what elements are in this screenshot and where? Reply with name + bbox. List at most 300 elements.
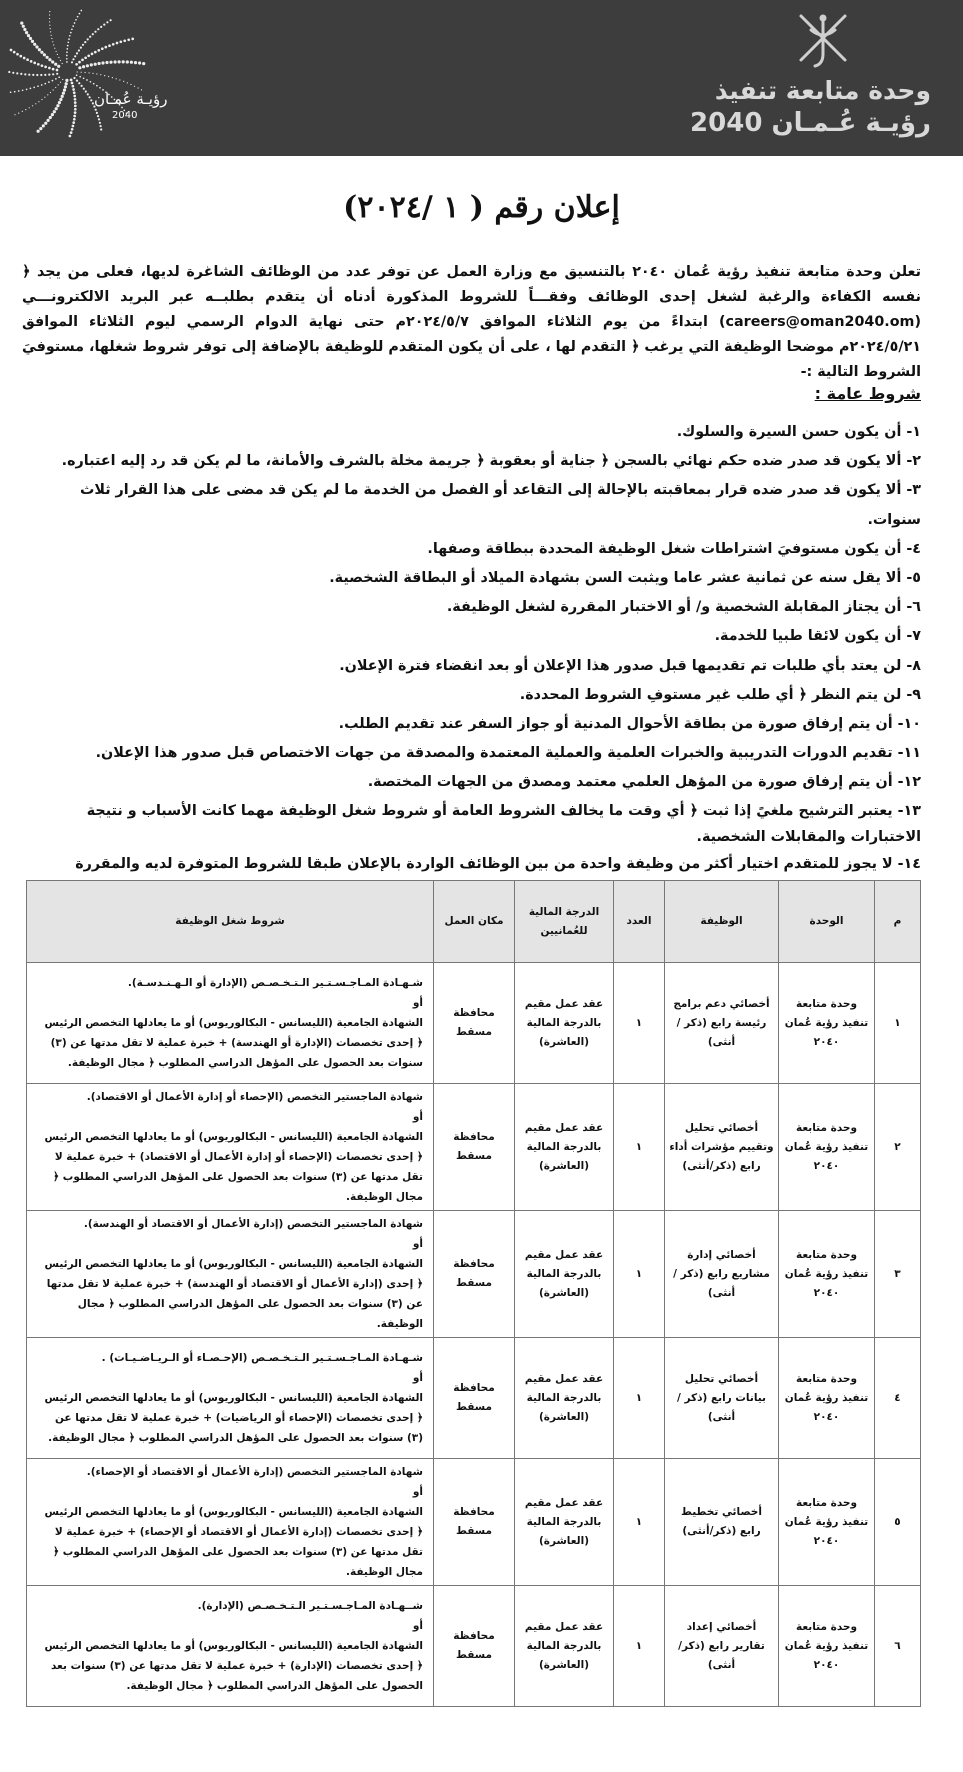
logo-dot [43, 53, 46, 56]
announcement-title: إعلان رقم ( ١ /٢٠٢٤) [343, 190, 620, 225]
logo-dot [69, 35, 71, 37]
logo-dot [116, 78, 117, 79]
list-item: ١٣- يعتبر الترشيح ملغيً إذا ثبت ﴿ أي وقت ما يخالف الشروط العامة أو شروط شغل الوظيفة مهما كانت الأسباب و نتيجة الاختبارات والمقابلات الشخصية. [86, 802, 921, 845]
logo-dot [41, 64, 44, 67]
logo-dot [33, 43, 36, 46]
condition-line: شــهـادة المـاجـسـتـير الـتـخـصـص (الإدارة). [197, 1600, 423, 1612]
logo-dot [29, 37, 32, 40]
logo-dot [73, 118, 76, 121]
logo-dot [105, 61, 108, 64]
cell-no: ٥ [875, 1459, 921, 1586]
logo-dot [20, 73, 22, 75]
condition-line: أو [412, 997, 423, 1009]
cell-count: ١ [614, 1338, 665, 1459]
logo-dot [110, 19, 112, 21]
cell-count: ١ [614, 963, 665, 1084]
condition-line: الشهادة الجامعية (الليسانس - البكالوريوس) أو ما يعادلها التخصص الرئيس ﴿ إحدى تخصصات (الإدارة) + خبرة عملية لا تقل مدتها عن (٣) سنوات بعد الحصول على المؤهل الدراسي المطلوب ﴿ مجال الوظيفة. [44, 1640, 423, 1692]
logo-dot [56, 104, 59, 107]
cell-location: محافظة مسقط [434, 1586, 515, 1707]
logo-dot [52, 80, 54, 82]
logo-dot [58, 76, 60, 78]
list-item: ١- أن يكون حسن السيرة والسلوك. [676, 424, 921, 440]
logo-dot [130, 84, 131, 85]
logo-dot [58, 84, 59, 85]
cell-no: ١ [875, 963, 921, 1084]
logo-dot [18, 113, 19, 114]
condition-line: شهادة الماجستير التخصص (إدارة الأعمال أو الاقتصاد أو الهندسة). [83, 1218, 423, 1230]
cell-count: ١ [614, 1459, 665, 1586]
logo-dot [37, 85, 39, 87]
cell-conditions [27, 1586, 434, 1707]
logo-dot [79, 13, 81, 15]
logo-dot [35, 103, 36, 104]
logo-dot [66, 48, 68, 50]
logo-dot [51, 38, 52, 39]
logo-dot [72, 85, 75, 88]
logo-dot [66, 61, 68, 63]
header-unit: الوحدة [779, 881, 875, 963]
jobs-table [26, 880, 921, 1707]
logo-dot [118, 60, 121, 63]
logo-dot [73, 91, 76, 94]
logo-dot [52, 73, 54, 75]
logo-dot [112, 77, 113, 78]
cell-no: ٤ [875, 1338, 921, 1459]
logo-dot [100, 125, 102, 127]
logo-dot [41, 84, 43, 86]
logo-dot [46, 56, 49, 59]
logo-dot [53, 89, 54, 90]
logo-dot [100, 74, 101, 75]
logo-dot [62, 63, 63, 64]
condition-line: شـهـادة المـاجـسـتـير الـتـخـصـص (الإدارة أو الـهـنـدسـة). [127, 977, 423, 989]
logo-dot [81, 59, 84, 62]
logo-dot [24, 73, 26, 75]
logo-dot [83, 77, 85, 79]
logo-dot [64, 85, 67, 88]
logo-dot [32, 105, 33, 106]
logo-dot [123, 39, 126, 42]
logo-dot [12, 72, 14, 74]
list-item: ٩- لن يتم النظر ﴿ أي طلب غير مستوفِ الشروط المحددة. [519, 686, 921, 703]
logo-dot [104, 75, 105, 76]
logo-dot [81, 72, 82, 73]
logo-dot [25, 109, 26, 110]
logo-dot [49, 116, 52, 119]
logo-dot [53, 44, 54, 45]
condition-line: شهادة الماجستير التخصص (الإحصاء أو إدارة الأعمال أو الاقتصاد). [86, 1091, 423, 1103]
logo-dot [90, 99, 92, 101]
logo-dot [72, 88, 75, 91]
logo-dot [106, 21, 108, 23]
cell-no: ٣ [875, 1211, 921, 1338]
logo-dot [104, 46, 107, 49]
oman-vision-logo-icon [6, 6, 206, 146]
logo-dot [54, 63, 57, 66]
cell-unit: وحدة متابعة تنفيذ رؤية عُمان ٢٠٤٠ [779, 1586, 875, 1707]
logo-dot [74, 105, 77, 108]
logo-dot [73, 115, 76, 118]
logo-dot [51, 35, 52, 36]
logo-dot [72, 121, 75, 124]
logo-dot [97, 49, 100, 52]
condition-line: شهادة الماجستير التخصص (إدارة الأعمال أو الاقتصاد أو الإحصاء). [86, 1466, 423, 1478]
logo-dot [42, 124, 45, 127]
logo-dot [35, 45, 38, 48]
logo-dot [89, 36, 91, 38]
cell-job: أخصائي إعداد تقارير رابع (ذكر/أنثى) [665, 1586, 779, 1707]
cell-conditions [27, 963, 434, 1084]
logo-dot [54, 48, 55, 49]
logo-dot [58, 101, 61, 104]
cell-job: أخصائي تخطيط رابع (ذكر/أنثى) [665, 1459, 779, 1586]
logo-dot [57, 65, 60, 68]
cell-count: ١ [614, 1211, 665, 1338]
logo-dot [37, 130, 40, 133]
list-item: ٨- لن يعتد بأي طلبات تم تقديمها قبل صدور هذا الإعلان أو بعد انقضاء فترة الإعلان. [339, 657, 921, 674]
logo-dot [82, 65, 85, 68]
logo-dot [70, 131, 73, 134]
condition-line: أو [412, 1111, 423, 1123]
logo-dot [123, 81, 124, 82]
table-row [27, 1338, 921, 1459]
cell-unit: وحدة متابعة تنفيذ رؤية عُمان ٢٠٤٠ [779, 1459, 875, 1586]
logo-dot [66, 51, 68, 53]
logo-dot [100, 128, 102, 130]
cell-no: ٦ [875, 1586, 921, 1707]
logo-dot [40, 74, 42, 76]
logo-dot [44, 66, 47, 69]
logo-dot [51, 113, 54, 116]
logo-dot [66, 55, 68, 57]
logo-dot [86, 64, 89, 67]
cell-grade: عقد عمل مقيم بالدرجة المالية (العاشرة) [515, 963, 614, 1084]
list-item: ١٠- أن يتم إرفاق صورة من بطاقة الأحوال المدنية أو جواز السفر عند تقديم الطلب. [338, 716, 921, 733]
logo-dot [49, 25, 50, 26]
logo-dot [74, 101, 77, 104]
cell-conditions [27, 1459, 434, 1586]
logo-dot [16, 72, 18, 74]
header-conditions: شروط شغل الوظيفة [27, 881, 434, 963]
cell-conditions [27, 1084, 434, 1211]
logo-dot [67, 45, 69, 47]
table-row [27, 1211, 921, 1338]
logo-dot [97, 115, 99, 117]
cell-location: محافظة مسقط [434, 1338, 515, 1459]
logo-dot [32, 74, 34, 76]
logo-dot [16, 53, 19, 56]
logo-dot [58, 57, 59, 58]
logo-dot [89, 72, 90, 73]
cell-grade: عقد عمل مقيم بالدرجة المالية (العاشرة) [515, 1211, 614, 1338]
cell-location: محافظة مسقط [434, 963, 515, 1084]
general-conditions-heading: شروط عامة : [814, 384, 921, 403]
logo-dot [74, 22, 76, 24]
logo-dot [78, 82, 80, 84]
list-item: ٣- ألا يكون قد صدر ضده قرار بمعاقبته بالإحالة إلى التقاعد أو الفصل من الخدمة ما لم يكن قد مضى على هذا القرار ثلاث سنوات. [79, 482, 921, 528]
logo-dot [30, 60, 33, 63]
list-item: ١٢- أن يتم إرفاق صورة من المؤهل العلمي معتمد ومصدق من الجهات المختصة. [367, 774, 921, 791]
logo-dot [90, 81, 92, 83]
logo-dot [57, 54, 58, 55]
cell-conditions [27, 1211, 434, 1338]
logo-dot [116, 42, 119, 45]
logo-dot [82, 44, 84, 46]
logo-dot [71, 28, 73, 30]
logo-dot [94, 63, 97, 66]
logo-dot [59, 98, 62, 101]
logo-dot [27, 34, 30, 37]
logo-dot [50, 28, 51, 29]
logo-dot [91, 53, 94, 56]
logo-dot [71, 82, 74, 85]
condition-line: أو [412, 1238, 423, 1250]
cell-conditions [27, 1338, 434, 1459]
logo-dot [131, 38, 134, 41]
logo-dot [99, 122, 101, 124]
logo-dot [74, 98, 77, 101]
logo-dot [72, 125, 75, 128]
cell-job: أخصائي دعم برامج رئيسة رابع (ذكر /أنثى) [665, 963, 779, 1084]
logo-dot [48, 67, 51, 70]
logo-dot [94, 51, 97, 54]
table-row [27, 1084, 921, 1211]
logo-dot [36, 74, 38, 76]
logo-dot [52, 68, 55, 71]
logo-dot [60, 60, 61, 61]
logo-dot [33, 62, 36, 65]
logo-dot [48, 58, 51, 61]
logo-dot [25, 31, 28, 34]
logo-dot [30, 88, 32, 90]
logo-dot [78, 49, 80, 51]
logo-dot [20, 22, 23, 25]
logo-dot [86, 79, 88, 81]
logo-dot [23, 28, 26, 31]
logo-dot [56, 73, 58, 75]
logo-dot [62, 79, 63, 80]
logo-dot [40, 51, 43, 54]
condition-line: شـهـادة المـاجـسـتـير الـتـخـصـص (الإحـصـاء أو الـريـاضـيـات) . [101, 1352, 423, 1364]
logo-dot [97, 28, 99, 30]
logo-dot [80, 10, 82, 12]
national-emblem-icon [793, 10, 853, 72]
logo-dot [68, 38, 70, 40]
logo-dot [93, 83, 95, 85]
logo-dot [55, 87, 56, 88]
logo-dot [119, 79, 120, 80]
logo-dot [70, 32, 72, 34]
page-header [0, 0, 963, 156]
logo-dot [108, 44, 111, 47]
logo-dot [83, 88, 85, 90]
logo-dot [62, 92, 65, 95]
logo-dot [28, 74, 30, 76]
logo-dot [78, 66, 81, 69]
logo-dot [134, 86, 135, 87]
logo-dot [99, 87, 101, 89]
logo-dot [26, 58, 29, 61]
logo-dot [65, 79, 68, 82]
logo-dot [138, 61, 141, 64]
logo-dot [61, 95, 64, 98]
unit-name: وحدة متابعة تنفيذ [714, 76, 931, 105]
logo-dot [130, 61, 133, 64]
logo-dot [56, 69, 59, 72]
logo-dot [85, 72, 86, 73]
logo-dot [49, 11, 50, 12]
logo-dot [10, 49, 13, 52]
logo-dot [78, 61, 81, 64]
logo-dot [44, 122, 47, 125]
condition-line: أو [412, 1372, 423, 1384]
logo-dot [81, 85, 83, 87]
list-item: ١٤- لا يجوز للمتقدم اختيار أكثر من وظيفة واحدة من بين الوظائف الواردة بالإعلان طبقا للشروط المتوفرة لديه والمقررة [75, 855, 921, 872]
logo-dot [76, 80, 78, 82]
logo-dot [67, 41, 69, 43]
logo-dot [50, 31, 51, 32]
logo-dot [37, 63, 40, 66]
condition-line: الشهادة الجامعية (الليسانس - البكالوريوس) أو ما يعادلها التخصص الرئيس ﴿ إحدى تخصصات (الإحصاء أو إدارة الأعمال أو الاقتصاد) + خبرة عملية لا تقل مدتها عن (٣) سنوات بعد الحصول على المؤهل الدراسي المطلوب ﴿ مجال الوظيفة. [44, 1131, 423, 1203]
logo-dot [48, 81, 50, 83]
condition-line: أو [412, 1620, 423, 1632]
logo-dot [119, 40, 122, 43]
header-count: العدد [614, 881, 665, 963]
logo-dot [98, 118, 100, 120]
cell-unit: وحدة متابعة تنفيذ رؤية عُمان ٢٠٤٠ [779, 1338, 875, 1459]
logo-dot [74, 108, 77, 111]
header-location: مكان العمل [434, 881, 515, 963]
cell-count: ١ [614, 1084, 665, 1211]
logo-dot [100, 26, 102, 28]
logo-dot [90, 63, 93, 66]
cell-grade: عقد عمل مقيم بالدرجة المالية (العاشرة) [515, 1459, 614, 1586]
logo-dot [50, 92, 51, 93]
logo-dot [134, 61, 137, 64]
list-item: ٢- ألا يكون قد صدر ضده حكم نهائي بالسجن ﴿ جناية أو بعقوبة ﴿ جريمة مخلة بالشرف والأمانة، ما لم يكن قد رد إليه اعتباره. [61, 453, 921, 470]
logo-dot [74, 111, 77, 114]
condition-line: أو [412, 1486, 423, 1498]
logo-dot [38, 101, 39, 102]
cell-unit: وحدة متابعة تنفيذ رؤية عُمان ٢٠٤٠ [779, 1084, 875, 1211]
logo-dot [101, 61, 104, 64]
intro-text-2: ابتداءً من يوم الثلاثاء الموافق ٢٠٢٤/٥/٧م حتى نهاية الدوام الرسمي ليوم الثلاثاء الموافق ٢٠٢٤/٥/٢١م موضحا الوظيفة التي يرغب ﴿ التقدم لها ، على أن يكون المتقدم للوظيفة بالإضافة إلى توفر شروط شغلها، مستوفيَ الشروط التالية :- [22, 314, 921, 380]
logo-dot [72, 25, 74, 27]
logo-dot [14, 91, 16, 93]
logo-dot [92, 73, 93, 74]
intro-text-1: تعلن وحدة متابعة تنفيذ رؤية عُمان ٢٠٤٠ بالتنسيق مع وزارة العمل عن توفر عدد من الوظائف الشاغرة لديها، فعلى من يجد ﴿ نفسه الكفاءة والرغبة لشغل إحدى الوظائف وفقـــاً للشروط المذكورة أدناه أن يتقدم بطلبــه عبر البريد الالكترونـــي [22, 264, 921, 305]
list-item: ٧- أن يكون لائقا طبيا للخدمة. [714, 628, 921, 645]
table-row [27, 1459, 921, 1586]
logo-dot [26, 89, 28, 91]
logo-dot [138, 87, 139, 88]
logo-dot [51, 60, 54, 63]
logo-dot [71, 61, 73, 63]
logo-dot [44, 97, 45, 98]
logo-dot [13, 51, 16, 54]
cell-job: أخصائي تحليل وتقييم مؤشرات أداء رابع (ذكر/أنثى) [665, 1084, 779, 1211]
logo-dot [96, 85, 98, 87]
logo-dot [44, 83, 46, 85]
logo-dot [74, 55, 76, 57]
logo-dot [77, 71, 78, 72]
logo-dot [60, 82, 61, 83]
logo-dot [127, 38, 130, 41]
logo-dot [79, 76, 81, 78]
logo-dot [65, 82, 68, 85]
logo-dot [92, 33, 94, 35]
logo-dot [87, 54, 90, 57]
logo-dot [52, 41, 53, 42]
logo-dot [96, 112, 98, 114]
logo-dot [49, 18, 50, 19]
logo-dot [76, 74, 78, 76]
logo-dot [14, 114, 15, 115]
logo-dot [38, 48, 41, 51]
condition-line: الشهادة الجامعية (الليسانس - البكالوريوس) أو ما يعادلها التخصص الرئيس ﴿ إحدى تخصصات (إدارة الأعمال أو الاقتصاد أو الإحصاء) + خبرة عملية لا تقل مدتها عن (٣) سنوات بعد الحصول على المؤهل الدراسي المطلوب ﴿ مجال الوظيفة. [44, 1506, 423, 1578]
logo-dot [47, 94, 48, 95]
logo-dot [18, 90, 20, 92]
cell-grade: عقد عمل مقيم بالدرجة المالية (العاشرة) [515, 1338, 614, 1459]
condition-line: الشهادة الجامعية (الليسانس - البكالوريوس) أو ما يعادلها التخصص الرئيس ﴿ إحدى تخصصات (الإحصاء أو الرياضيات) + خبرة عملية لا تقل مدتها عن (٣) سنوات بعد الحصول على المؤهل الدراسي المطلوب ﴿ مجال الوظيفة. [44, 1392, 423, 1444]
list-item: ٥- ألا يقل سنه عن ثمانية عشر عاما ويثبت السن بشهادة الميلاد أو البطاقة الشخصية. [329, 570, 921, 587]
list-item: ٤- أن يكون مستوفيَ اشتراطات شغل الوظيفة المحددة ببطاقة وصفها. [427, 540, 921, 557]
logo-dot [39, 127, 42, 130]
condition-line: الشهادة الجامعية (الليسانس - البكالوريوس) أو ما يعادلها التخصص الرئيس ﴿ إحدى (إدارة الأعمال أو الاقتصاد أو الهندسة) + خبرة عملية لا تقل مدتها عن (٣) سنوات بعد الحصول على المؤهل الدراسي المطلوب ﴿ مجال الوظيفة. [44, 1258, 423, 1330]
logo-dot [85, 90, 87, 92]
logo-dot [71, 128, 74, 131]
logo-dot [109, 61, 112, 64]
vision-logo-label: رؤيـة عُمـان [94, 90, 168, 108]
vision-logo-year: 2040 [112, 110, 138, 121]
logo-dot [98, 62, 101, 65]
logo-dot [48, 74, 50, 76]
logo-dot [49, 14, 50, 15]
logo-dot [73, 95, 76, 98]
logo-dot [47, 119, 50, 122]
logo-dot [101, 47, 104, 50]
logo-dot [114, 60, 117, 63]
logo-dot [127, 82, 128, 83]
logo-dot [94, 31, 96, 33]
logo-dot [112, 43, 115, 46]
cell-grade: عقد عمل مقيم بالدرجة المالية (العاشرة) [515, 1586, 614, 1707]
logo-dot [73, 77, 75, 79]
logo-dot [19, 55, 22, 58]
logo-dot [55, 78, 57, 80]
cell-no: ٢ [875, 1084, 921, 1211]
logo-dot [8, 71, 10, 73]
logo-dot [126, 60, 129, 63]
logo-dot [108, 76, 109, 77]
logo-dot [72, 58, 74, 60]
logo-dot [89, 96, 91, 98]
email-link[interactable]: (careers@oman2040.om) [718, 314, 921, 330]
logo-dot [10, 91, 12, 93]
logo-dot [49, 21, 50, 22]
logo-dot [44, 74, 46, 76]
logo-dot [75, 19, 77, 21]
logo-dot [70, 79, 73, 82]
table-row [27, 1586, 921, 1707]
cell-job: أخصائي تحليل بيانات رابع (ذكر /أنثى) [665, 1338, 779, 1459]
logo-dot [53, 110, 56, 113]
logo-dot [66, 58, 68, 60]
general-conditions-list [22, 418, 921, 908]
cell-location: محافظة مسقط [434, 1084, 515, 1211]
logo-dot [122, 60, 125, 63]
logo-dot [31, 40, 34, 43]
